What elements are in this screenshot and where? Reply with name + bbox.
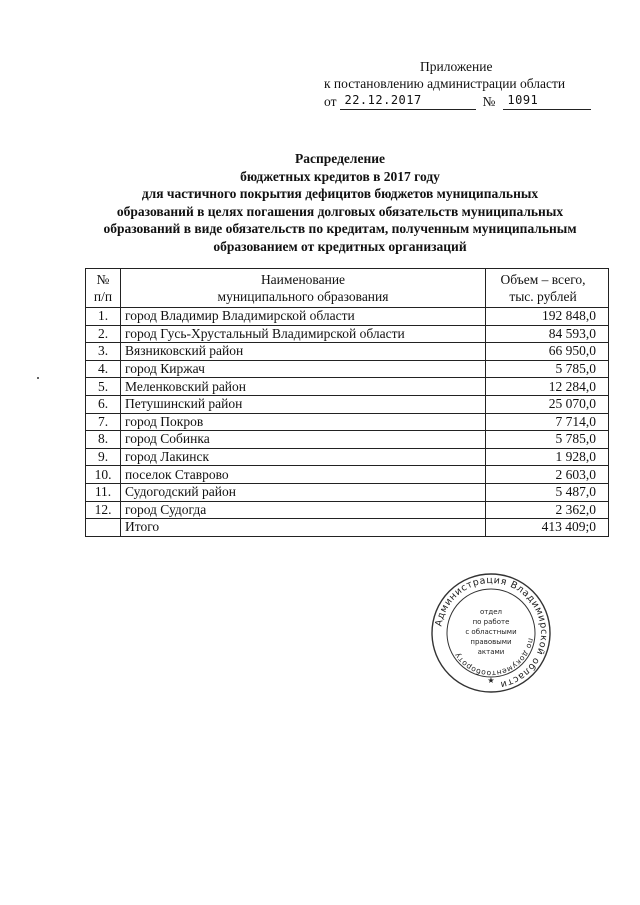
row-number: 5. [86, 378, 121, 396]
row-amount: 5 487,0 [486, 483, 609, 501]
title-line-3: для частичного покрытия дефицитов бюджетов муниципальных [141, 186, 539, 201]
office-stamp [430, 572, 552, 694]
row-number: 12. [86, 501, 121, 519]
decree-date: 22.12.2017 [340, 92, 476, 110]
row-number: 1. [86, 308, 121, 326]
table-row [86, 431, 609, 449]
decree-date-number [322, 92, 622, 110]
row-municipality: город Собинка [121, 431, 486, 449]
total-value: 413 409;0 [486, 519, 609, 537]
row-number: 9. [86, 448, 121, 466]
stamp-outer-text: Администрация Владимирской области [433, 574, 550, 691]
row-municipality: Вязниковский район [121, 343, 486, 361]
allocation-table [85, 268, 609, 537]
table-row [86, 343, 609, 361]
table-row [86, 308, 609, 326]
row-municipality: Судогодский район [121, 483, 486, 501]
row-number: 8. [86, 431, 121, 449]
row-number: 7. [86, 413, 121, 431]
row-amount: 1 928,0 [486, 448, 609, 466]
stamp-center-line-4: правовыми [470, 638, 512, 646]
stamp-star-icon: ★ [487, 676, 495, 685]
row-municipality: город Лакинск [121, 448, 486, 466]
table-row [86, 378, 609, 396]
table-row [86, 483, 609, 501]
table-body [86, 308, 609, 519]
header-name [121, 269, 486, 308]
row-municipality: Меленковский район [121, 378, 486, 396]
total-row [86, 519, 609, 537]
row-amount: 2 362,0 [486, 501, 609, 519]
table-row [86, 395, 609, 413]
decree-number: 1091 [503, 92, 591, 110]
table-row [86, 325, 609, 343]
header-name-line2: муниципального образования [217, 289, 389, 304]
row-municipality: поселок Ставрово [121, 466, 486, 484]
row-municipality: город Владимир Владимирской области [121, 308, 486, 326]
table-row [86, 413, 609, 431]
header-num [86, 269, 121, 308]
stamp-center-line-3: с областными [465, 628, 517, 636]
row-amount: 2 603,0 [486, 466, 609, 484]
table-row [86, 466, 609, 484]
date-prefix: от [324, 94, 337, 109]
table-row [86, 501, 609, 519]
row-number: 11. [86, 483, 121, 501]
row-number: 2. [86, 325, 121, 343]
table-row [86, 448, 609, 466]
title-line-5: образований в виде обязательств по кредитам, полученным муниципальным [103, 221, 577, 236]
appendix-reference: к постановлению администрации области [324, 76, 566, 91]
total-label: Итого [121, 519, 486, 537]
row-amount: 5 785,0 [486, 360, 609, 378]
header-name-line1: Наименование [260, 272, 346, 287]
title-line-6: образованием от кредитных организаций [213, 238, 467, 254]
appendix-label: Приложение [420, 59, 493, 74]
table-header-row [86, 269, 609, 308]
title-line-2: бюджетных кредитов в 2017 году [240, 168, 440, 184]
stamp-center-line-2: по работе [472, 618, 510, 626]
row-municipality: город Судогда [121, 501, 486, 519]
header-num-line1: № [96, 272, 110, 287]
document-title [60, 150, 620, 255]
header-num-line2: п/п [93, 289, 113, 304]
row-number: 10. [86, 466, 121, 484]
row-number: 3. [86, 343, 121, 361]
row-amount: 12 284,0 [486, 378, 609, 396]
table-row [86, 360, 609, 378]
row-amount: 5 785,0 [486, 431, 609, 449]
total-num-cell [86, 519, 121, 537]
row-municipality: город Киржач [121, 360, 486, 378]
header-value [486, 269, 609, 308]
title-line-1: Распределение [294, 151, 386, 166]
header-value-line1: Объем – всего, [500, 272, 586, 287]
number-label: № [482, 94, 496, 109]
row-municipality: Петушинский район [121, 395, 486, 413]
row-municipality: город Гусь-Хрустальный Владимирской области [121, 325, 486, 343]
row-amount: 66 950,0 [486, 343, 609, 361]
row-number: 6. [86, 395, 121, 413]
row-amount: 192 848,0 [486, 308, 609, 326]
row-amount: 84 593,0 [486, 325, 609, 343]
title-line-4: образований в целях погашения долговых обязательств муниципальных [116, 203, 564, 219]
row-municipality: город Покров [121, 413, 486, 431]
row-amount: 7 714,0 [486, 413, 609, 431]
appendix-header [322, 58, 622, 110]
row-number: 4. [86, 360, 121, 378]
scan-speck [37, 377, 39, 379]
stamp-inner-arc-text: по документообороту [452, 637, 536, 679]
header-value-line2: тыс. рублей [509, 289, 577, 304]
stamp-center-line-1: отдел [480, 608, 502, 616]
stamp-center-line-5: актами [477, 648, 505, 656]
stamp-graphic [430, 572, 552, 694]
row-amount: 25 070,0 [486, 395, 609, 413]
